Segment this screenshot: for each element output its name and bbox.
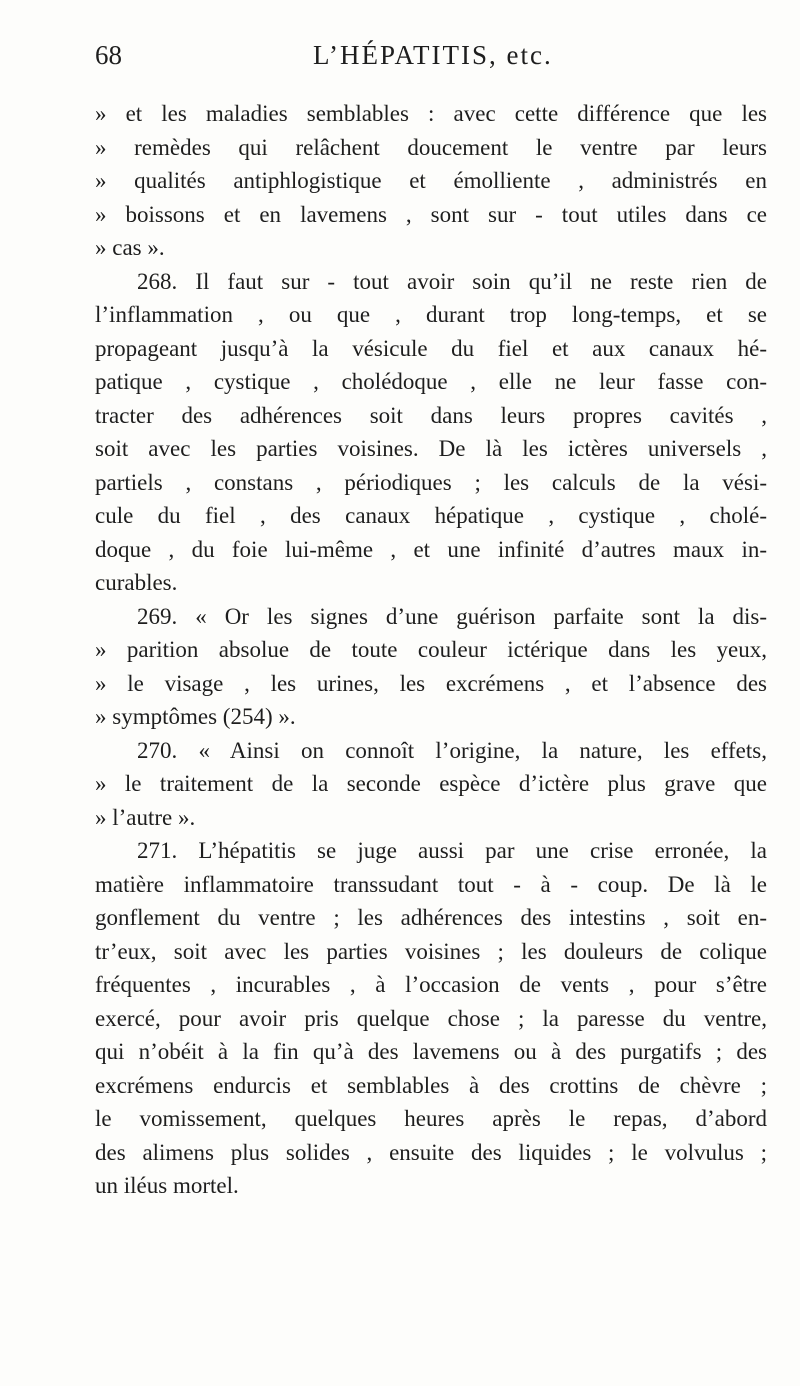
text-line: » le visage , les urines, les excrémens , et l’absence des bbox=[95, 670, 767, 696]
text-line: exercé, pour avoir pris quelque chose ; la paresse du ventre, bbox=[95, 1005, 767, 1031]
text-line: » le traitement de la seconde espèce d’ictère plus grave que bbox=[95, 771, 767, 796]
text-line: 268. Il faut sur - tout avoir soin qu’il ne reste rien de bbox=[137, 268, 767, 294]
text-line: le vomissement, quelques heures après le repas, d’abord bbox=[95, 1106, 767, 1131]
text-line: excrémens endurcis et semblables à des crottins de chèvre ; bbox=[95, 1072, 767, 1098]
text-line: » qualités antiphlogistique et émolliente , administrés en bbox=[95, 168, 767, 193]
text-line: 270. « Ainsi on connoît l’origine, la nature, les effets, bbox=[137, 737, 767, 763]
running-title: L’HÉPATITIS, etc. bbox=[313, 40, 553, 70]
page-number: 68 bbox=[95, 40, 122, 70]
text-line: tracter des adhérences soit dans leurs propres cavités , bbox=[95, 402, 767, 428]
page-header bbox=[95, 40, 745, 80]
text-line: soit avec les parties voisines. De là les ictères universels , bbox=[95, 436, 767, 461]
text-line: » cas ». bbox=[95, 235, 165, 260]
text-line: » l’autre ». bbox=[95, 804, 196, 830]
text-line: doque , du foie lui-même , et une infinité d’autres maux in- bbox=[95, 536, 767, 562]
text-line: fréquentes , incurables , à l’occasion de vents , pour s’être bbox=[95, 972, 767, 997]
text-line: l’inflammation , ou que , durant trop long-temps, et se bbox=[95, 302, 767, 327]
text-line: » symptômes (254) ». bbox=[95, 704, 296, 729]
body-text bbox=[95, 97, 767, 1203]
text-line: curables. bbox=[95, 570, 178, 595]
text-line: tr’eux, soit avec les parties voisines ; les douleurs de colique bbox=[95, 938, 767, 964]
text-line: » remèdes qui relâchent doucement le ventre par leurs bbox=[95, 134, 767, 160]
text-line: » et les maladies semblables : avec cette différence que les bbox=[95, 101, 767, 126]
text-line: » parition absolue de toute couleur ictérique dans les yeux, bbox=[95, 637, 767, 662]
text-line: 271. L’hépatitis se juge aussi par une crise erronée, la bbox=[137, 838, 767, 863]
text-line: patique , cystique , cholédoque , elle ne leur fasse con- bbox=[95, 369, 767, 394]
text-line: cule du fiel , des canaux hépatique , cystique , cholé- bbox=[95, 503, 767, 528]
text-line: » boissons et en lavemens , sont sur - tout utiles dans ce bbox=[95, 201, 767, 227]
text-line: des alimens plus solides , ensuite des liquides ; le volvulus ; bbox=[95, 1139, 767, 1165]
text-line: un iléus mortel. bbox=[95, 1173, 239, 1198]
text-line: propageant jusqu’à la vésicule du fiel et aux canaux hé- bbox=[95, 335, 767, 361]
text-line: partiels , constans , périodiques ; les calculs de la vési- bbox=[95, 469, 767, 495]
text-line: 269. « Or les signes d’une guérison parfaite sont la dis- bbox=[137, 603, 767, 629]
text-line: matière inflammatoire transsudant tout - à - coup. De là le bbox=[95, 871, 767, 897]
text-line: qui n’obéit à la fin qu’à des lavemens ou à des purgatifs ; des bbox=[95, 1039, 767, 1064]
text-line: gonflement du ventre ; les adhérences des intestins , soit en- bbox=[95, 905, 767, 930]
